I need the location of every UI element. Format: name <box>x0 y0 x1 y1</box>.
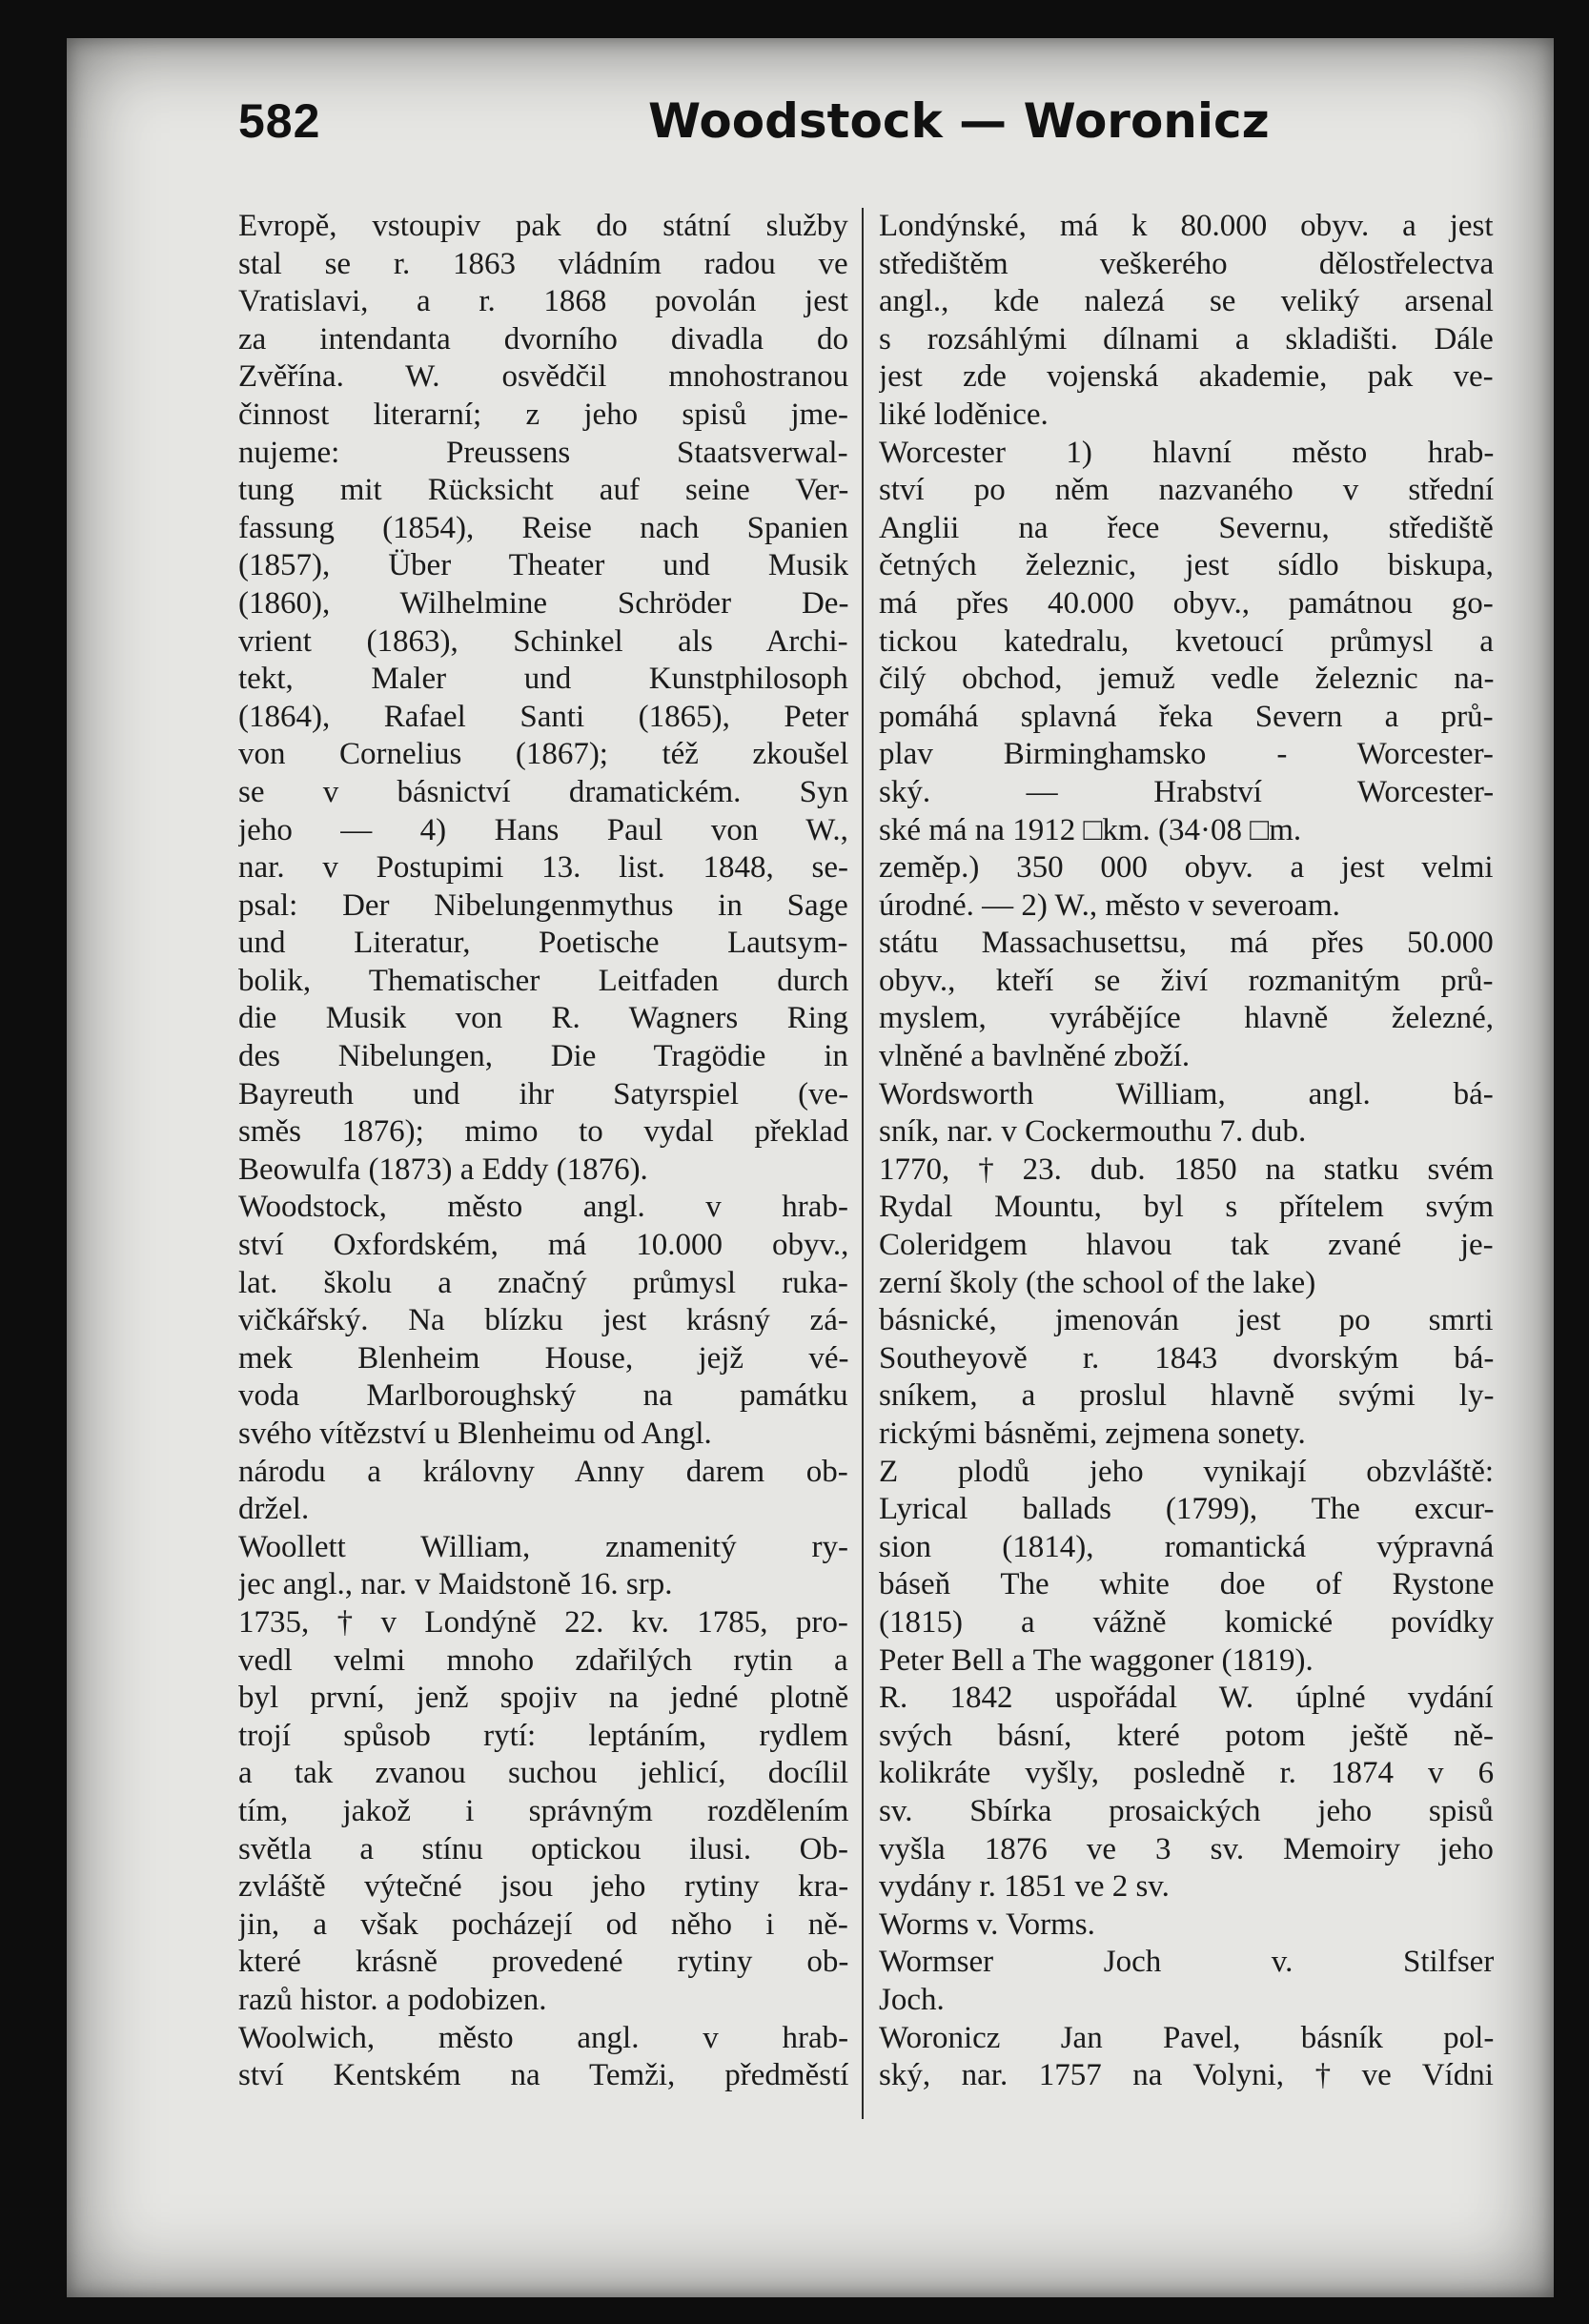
text-line: (1857), Über Theater und Musik <box>238 548 848 583</box>
text-line: Worcester 1) hlavní město hrab- <box>879 435 1494 470</box>
text-line: myslem, vyrábějíce hlavně železné, <box>879 1001 1494 1036</box>
text-line: mek Blenheim House, jejž vé- <box>238 1340 848 1376</box>
text-line: trojí spůsob rytí: leptáním, rydlem <box>238 1718 848 1753</box>
text-line: zvláště výtečné jsou jeho rytiny kra- <box>238 1869 848 1905</box>
text-line: und Literatur, Poetische Lautsym- <box>238 926 848 961</box>
text-line: vičkářský. Na blízku jest krásný zá- <box>238 1303 848 1338</box>
text-line: ství po něm nazvaného v střední <box>879 473 1494 508</box>
text-line: Woolwich, město angl. v hrab- <box>238 2020 848 2055</box>
text-line: básnické, jmenován jest po smrti <box>879 1303 1494 1338</box>
text-line: tickou katedralu, kvetoucí průmysl a <box>879 623 1494 659</box>
text-line: kolikráte vyšly, posledně r. 1874 v 6 <box>879 1756 1494 1791</box>
text-line: Peter Bell a The waggoner (1819). <box>879 1642 1314 1678</box>
text-line: vydány r. 1851 ve 2 sv. <box>879 1869 1170 1905</box>
text-line: se v básnictví dramatickém. Syn <box>238 774 848 809</box>
text-line: Joch. <box>879 1982 945 2017</box>
text-line: které krásně provedené rytiny ob- <box>238 1945 848 1980</box>
text-line: státu Massachusettsu, má přes 50.000 <box>879 926 1494 961</box>
text-line: ství Kentském na Temži, předměstí <box>238 2058 848 2093</box>
text-line: rickými básněmi, zejmena sonety. <box>879 1417 1306 1451</box>
text-line: ství Oxfordském, má 10.000 obyv., <box>238 1228 848 1263</box>
text-line: Lyrical ballads (1799), The excur- <box>879 1492 1494 1527</box>
text-line: má přes 40.000 obyv., památnou go- <box>879 585 1494 621</box>
text-line: Bayreuth und ihr Satyrspiel (ve- <box>238 1076 848 1111</box>
text-line: bolik, Thematischer Leitfaden durch <box>238 963 848 998</box>
text-line: fassung (1854), Reise nach Spanien <box>238 510 848 545</box>
text-line: svého vítězství u Blenheimu od Angl. <box>238 1417 712 1451</box>
text-line: Beowulfa (1873) a Eddy (1876). <box>238 1152 648 1187</box>
text-line: národu a královny Anny darem ob- <box>238 1454 848 1489</box>
text-line: sník, nar. v Cockermouthu 7. dub. <box>879 1114 1307 1150</box>
text-line: (1864), Rafael Santi (1865), Peter <box>238 699 848 734</box>
text-line: razů histor. a podobizen. <box>238 1982 547 2017</box>
text-line: die Musik von R. Wagners Ring <box>238 1001 848 1036</box>
text-line: jest zde vojenská akademie, pak ve- <box>879 359 1494 395</box>
text-line: ský, nar. 1757 na Volyni, † ve Vídni <box>879 2058 1494 2093</box>
text-line: jeho — 4) Hans Paul von W., <box>238 812 848 847</box>
text-line: Rydal Mountu, byl s přítelem svým <box>879 1190 1494 1225</box>
column-divider <box>862 208 864 2119</box>
text-line: (1860), Wilhelmine Schröder De- <box>238 585 848 621</box>
text-line: svých básní, které potom ještě ně- <box>879 1718 1494 1753</box>
text-line: (1815) a vážně komické povídky <box>879 1604 1494 1640</box>
text-line: nujeme: Preussens Staatsverwal- <box>238 435 848 470</box>
text-line: R. 1842 uspořádal W. úplné vydání <box>879 1681 1494 1716</box>
text-line: s rozsáhlými dílnami a skladišti. Dále <box>879 321 1494 357</box>
text-line: pomáhá splavná řeka Severn a prů- <box>879 699 1494 734</box>
text-line: jec angl., nar. v Maidstoně 16. srp. <box>238 1567 673 1602</box>
text-line: Worms v. Vorms. <box>879 1906 1095 1942</box>
text-line: Zvěřína. W. osvědčil mnohostranou <box>238 359 848 395</box>
text-line: plav Birminghamsko - Worcester- <box>879 737 1494 772</box>
text-line: sníkem, a proslul hlavně svými ly- <box>879 1378 1494 1414</box>
text-line: úrodné. — 2) W., město v severoam. <box>879 887 1340 923</box>
text-line: 1735, † v Londýně 22. kv. 1785, pro- <box>238 1604 848 1640</box>
text-line: vedl velmi mnoho zdařilých rytin a <box>238 1642 848 1678</box>
text-line: byl první, jenž spojiv na jedné plotně <box>238 1681 848 1716</box>
text-line: nar. v Postupimi 13. list. 1848, se- <box>238 850 848 886</box>
text-line: psal: Der Nibelungenmythus in Sage <box>238 887 848 923</box>
text-line: des Nibelungen, Die Tragödie in <box>238 1039 848 1074</box>
text-line: tekt, Maler und Kunstphilosoph <box>238 662 848 697</box>
text-line: voda Marlboroughský na památku <box>238 1378 848 1414</box>
text-line: ský. — Hrabství Worcester- <box>879 774 1494 809</box>
left-column <box>238 208 848 2095</box>
text-line: zeměp.) 350 000 obyv. a jest velmi <box>879 850 1494 886</box>
page-header <box>238 93 1573 170</box>
text-line: stal se r. 1863 vládním radou ve <box>238 246 848 281</box>
text-line: vlněné a bavlněné zboží. <box>879 1039 1191 1074</box>
text-line: tím, jakož i správným rozdělením <box>238 1793 848 1828</box>
running-title: Woodstock — Woronicz <box>648 93 1270 149</box>
text-line: světla a stínu optickou ilusi. Ob- <box>238 1831 848 1866</box>
text-line: Evropě, vstoupiv pak do státní služby <box>238 209 848 243</box>
text-line: Wordsworth William, angl. bá- <box>879 1076 1494 1111</box>
text-line: Londýnské, má k 80.000 obyv. a jest <box>879 209 1494 243</box>
text-line: liké loděnice. <box>879 397 1049 432</box>
text-line: Coleridgem hlavou tak zvané je- <box>879 1228 1494 1263</box>
text-line: Woronicz Jan Pavel, básník pol- <box>879 2020 1494 2055</box>
text-line: zerní školy (the school of the lake) <box>879 1265 1316 1300</box>
text-line: Z plodů jeho vynikají obzvláště: <box>879 1454 1494 1489</box>
text-line: četných železnic, jest sídlo biskupa, <box>879 548 1494 583</box>
text-line: čilý obchod, jemuž vedle železnic na- <box>879 662 1494 697</box>
page-number: 582 <box>238 94 321 148</box>
text-line: Southeyově r. 1843 dvorským bá- <box>879 1340 1494 1376</box>
text-line: angl., kde nalezá se veliký arsenal <box>879 284 1494 319</box>
text-line: činnost literarní; z jeho spisů jme- <box>238 397 848 432</box>
text-line: směs 1876); mimo to vydal překlad <box>238 1114 848 1150</box>
text-line: jin, a však pocházejí od něho i ně- <box>238 1906 848 1942</box>
right-column <box>879 208 1494 2095</box>
text-line: vrient (1863), Schinkel als Archi- <box>238 623 848 659</box>
text-line: ské má na 1912 □km. (34·08 □m. <box>879 812 1302 847</box>
text-line: Vratislavi, a r. 1868 povolán jest <box>238 284 848 319</box>
text-line: a tak zvanou suchou jehlicí, docílil <box>238 1756 848 1791</box>
text-line: báseň The white doe of Rystone <box>879 1567 1494 1602</box>
text-line: sion (1814), romantická výpravná <box>879 1529 1494 1564</box>
text-line: středištěm veškerého dělostřelectva <box>879 246 1494 281</box>
text-line: von Cornelius (1867); též zkoušel <box>238 737 848 772</box>
text-line: lat. školu a značný průmysl ruka- <box>238 1265 848 1300</box>
text-line: obyv., kteří se živí rozmanitým prů- <box>879 963 1494 998</box>
text-line: 1770, † 23. dub. 1850 na statku svém <box>879 1152 1494 1187</box>
text-line: za intendanta dvorního divadla do <box>238 321 848 357</box>
text-line: držel. <box>238 1492 310 1527</box>
text-line: tung mit Rücksicht auf seine Ver- <box>238 473 848 508</box>
text-line: Anglii na řece Severnu, střediště <box>879 510 1494 545</box>
text-line: sv. Sbírka prosaických jeho spisů <box>879 1793 1494 1828</box>
text-line: Woodstock, město angl. v hrab- <box>238 1190 848 1225</box>
text-line: vyšla 1876 ve 3 sv. Memoiry jeho <box>879 1831 1494 1866</box>
text-line: Woollett William, znamenitý ry- <box>238 1529 848 1564</box>
text-line: Wormser Joch v. Stilfser <box>879 1945 1494 1980</box>
